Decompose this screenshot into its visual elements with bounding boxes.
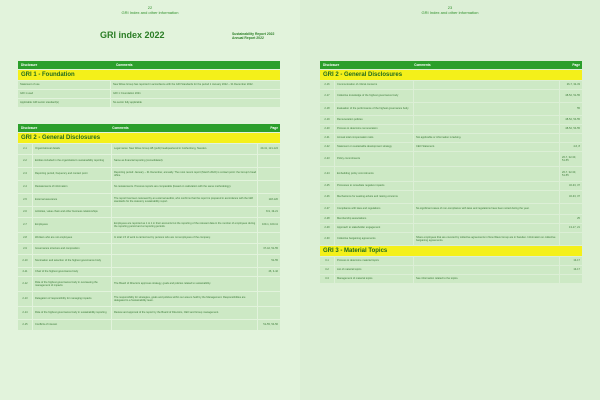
table-row	[18, 244, 280, 254]
disclosure-label: Role of the highest governance body in sustainability reporting	[33, 307, 111, 319]
table-row	[18, 168, 280, 180]
disclosure-number: 2-24	[320, 167, 334, 181]
disclosure-comment: Same as financial reporting (consolidated).	[112, 155, 257, 167]
disclosure-label: Workers who are not employees	[33, 233, 111, 243]
disclosure-label: Applicable GRI sector standard(s)	[18, 99, 110, 107]
disclosure-comment: The responsibility for strategies, goals and policies within our area is held by the Management. Responsibilities are delegated to a Sustainability team.	[112, 292, 257, 306]
table-row	[320, 152, 582, 166]
table-row	[18, 90, 280, 98]
disclosure-page	[258, 307, 280, 319]
disclosure-comment	[414, 116, 559, 124]
disclosure-label: Evaluation of the performance of the highest governance body	[335, 103, 413, 115]
table-header	[320, 61, 582, 69]
disclosure-label: Governance structure and composition	[33, 244, 111, 254]
disclosure-page: 118-120	[258, 194, 280, 206]
table-row	[320, 215, 582, 223]
disclosure-comment	[112, 268, 257, 276]
disclosure-page	[560, 134, 582, 142]
table-row	[320, 204, 582, 214]
disclosure-label: Nomination and selection of the highest governance body	[33, 255, 111, 267]
disclosure-number: 3-3	[320, 275, 334, 283]
disclosure-page: 8-9, 19-21	[258, 207, 280, 217]
disclosure-page	[258, 181, 280, 193]
disclosure-number: 2-16	[320, 81, 334, 89]
disclosure-label: Processes to remediate negative impacts	[335, 182, 413, 190]
disclosure-page: 48-52, 54-55	[560, 125, 582, 133]
header-comments: Comments	[112, 126, 129, 130]
disclosure-label: Delegation of responsibility for managing impacts	[33, 292, 111, 306]
table-row	[18, 292, 280, 306]
disclosure-label: Statement of use	[18, 81, 110, 89]
disclosure-comment	[414, 152, 559, 166]
disclosure-comment: In total 1.5 of work is carried out by persons who are not employees of the company.	[112, 233, 257, 243]
left-page-header	[0, 6, 300, 15]
disclosure-label: Annual total compensation ratio	[335, 134, 413, 142]
disclosure-label: Organizational details	[33, 144, 111, 154]
disclosure-page: 55	[560, 103, 582, 115]
disclosure-label: External assurance	[33, 194, 111, 206]
disclosure-page: 100-1, 100-11	[258, 218, 280, 232]
disclosure-label: Approach to stakeholder engagement	[335, 224, 413, 232]
disclosure-page: 46, 3-42	[258, 268, 280, 276]
table-row	[18, 99, 280, 107]
disclosure-comment: GRI 1: Foundation 2021	[111, 90, 280, 98]
disclosure-comment: No restatements. Previous reports are comparable (based on calculation with the same methodology).	[112, 181, 257, 193]
disclosure-comment	[414, 257, 559, 265]
table-row	[18, 307, 280, 319]
disclosure-label: Statement on sustainable development strategy	[335, 143, 413, 151]
disclosure-number: 2-6	[18, 207, 32, 217]
disclosure-comment: Not applicable or information is lacking.	[414, 134, 559, 142]
disclosure-page	[258, 292, 280, 306]
table-row	[320, 233, 582, 245]
disclosure-number: 2-12	[18, 277, 32, 291]
disclosure-label: Remuneration policies	[335, 116, 413, 124]
disclosure-label: Reporting period, frequency and contact point	[33, 168, 111, 180]
table-row	[320, 81, 582, 89]
disclosure-page	[560, 204, 582, 214]
section-title: GRI 1 - Foundation	[18, 70, 280, 80]
disclosure-number: 2-10	[18, 255, 32, 267]
header-disclosure: Disclosure	[21, 63, 38, 67]
section-title: GRI 3 - Material Topics	[320, 246, 582, 256]
disclosure-label: Restatements of information	[33, 181, 111, 193]
general-disclosures-table-right	[320, 61, 582, 284]
disclosure-label: Mechanisms for seeking advice and raising concerns	[335, 191, 413, 203]
disclosure-page: 26-7, 32-33, 51-55	[560, 152, 582, 166]
header-disclosure: Disclosure	[323, 63, 340, 67]
header-disclosure: Disclosure	[21, 126, 38, 130]
disclosure-label: Communication of critical concerns	[335, 81, 413, 89]
disclosure-label: Policy commitments	[335, 152, 413, 166]
disclosure-comment	[414, 167, 559, 181]
disclosure-number: 2-22	[320, 143, 334, 151]
disclosure-number: 2-4	[18, 181, 32, 193]
table-row	[18, 81, 280, 89]
disclosure-number: 2-13	[18, 292, 32, 306]
table-row	[18, 155, 280, 167]
table-row	[320, 224, 582, 232]
right-page-header	[300, 6, 600, 15]
table-row	[18, 181, 280, 193]
disclosure-number: 2-3	[18, 168, 32, 180]
table-row	[320, 90, 582, 102]
table-row	[320, 116, 582, 124]
page-number: 22	[147, 5, 153, 10]
report-reference	[232, 32, 288, 40]
disclosure-number: 2-30	[320, 233, 334, 245]
disclosure-number: 2-29	[320, 224, 334, 232]
disclosure-number: 2-11	[18, 268, 32, 276]
table-row	[320, 103, 582, 115]
disclosure-label: List of material topics	[335, 266, 413, 274]
report-reference-line: Sustainability Report 2022	[232, 32, 275, 36]
disclosure-page: 26-7, 32-33	[560, 81, 582, 89]
disclosure-number: 2-5	[18, 194, 32, 206]
disclosure-page: 13-17	[560, 266, 582, 274]
disclosure-label: Employees	[33, 218, 111, 232]
disclosure-page: 4-6, 8	[560, 143, 582, 151]
page-number: 23	[447, 5, 453, 10]
disclosure-page	[560, 275, 582, 283]
disclosure-page: 40-41, 121-124	[258, 144, 280, 154]
disclosure-label: Embedding policy commitments	[335, 167, 413, 181]
table-row	[320, 143, 582, 151]
table-row	[320, 125, 582, 133]
disclosure-page: 26-7, 32-33, 51-55	[560, 167, 582, 181]
disclosure-number: 2-8	[18, 233, 32, 243]
disclosure-page	[258, 155, 280, 167]
disclosure-comment	[414, 125, 559, 133]
disclosure-comment: CEO Statement.	[414, 143, 559, 151]
disclosure-page: 32-33, 37	[560, 191, 582, 203]
section-title: GRI 2 - General Disclosures	[18, 133, 280, 143]
table-row	[320, 266, 582, 274]
disclosure-label: Entities included in the organization's sustainability reporting	[33, 155, 111, 167]
report-reference-line: Annual Report 2022	[232, 36, 264, 40]
table-row	[320, 191, 582, 203]
table-row	[320, 257, 582, 265]
disclosure-comment	[414, 191, 559, 203]
disclosure-label: Management of material topics	[335, 275, 413, 283]
disclosure-comment	[414, 81, 559, 89]
table-row	[320, 275, 582, 283]
disclosure-number: 2-14	[18, 307, 32, 319]
disclosure-number: 2-1	[18, 144, 32, 154]
disclosure-number: 2-15	[18, 320, 32, 330]
disclosure-page: 13-17	[560, 257, 582, 265]
disclosure-number: 3-1	[320, 257, 334, 265]
disclosure-comment	[414, 215, 559, 223]
table-row	[320, 134, 582, 142]
disclosure-number: 2-2	[18, 155, 32, 167]
table-row	[18, 194, 280, 206]
disclosure-number: 2-9	[18, 244, 32, 254]
disclosure-number: 2-27	[320, 204, 334, 214]
disclosure-number: 2-17	[320, 90, 334, 102]
disclosure-page	[258, 233, 280, 243]
disclosure-comment	[112, 207, 257, 217]
disclosure-page: 48-52, 54-55	[560, 116, 582, 124]
disclosure-page: 25	[560, 215, 582, 223]
table-row	[18, 320, 280, 330]
header-comments: Comments	[116, 63, 133, 67]
disclosure-number: 2-23	[320, 152, 334, 166]
disclosure-page: 37-42, 51-55	[258, 244, 280, 254]
header-comments: Comments	[414, 63, 431, 67]
disclosure-comment: The Board of Directors approves strategy, goals and policies related to sustainability.	[112, 277, 257, 291]
disclosure-label: Conflicts of interest	[33, 320, 111, 330]
disclosure-number: 2-25	[320, 182, 334, 190]
disclosure-comment	[414, 266, 559, 274]
disclosure-comment: Legal name: New Wave Group AB (publ) headquartered in Gothenburg, Sweden.	[112, 144, 257, 154]
disclosure-number: 2-7	[18, 218, 32, 232]
table-row	[18, 233, 280, 243]
disclosure-comment	[414, 182, 559, 190]
table-row	[18, 277, 280, 291]
disclosure-number: 2-20	[320, 125, 334, 133]
disclosure-comment	[112, 255, 257, 267]
header-page: Page	[270, 126, 279, 130]
disclosure-label: Activities, value chain and other business relationships	[33, 207, 111, 217]
disclosure-label: Process to determine material topics	[335, 257, 413, 265]
disclosure-comment: No significant cases of non-compliance with laws and regulations have been noted during the year.	[414, 204, 559, 214]
table-row	[18, 218, 280, 232]
section-title: GRI 2 - General Disclosures	[320, 70, 582, 80]
disclosure-comment: The report has been reviewed by an external auditor, who confirms that the report is prepared in accordance with the GRI standards for the statutory sustainability report.	[112, 194, 257, 206]
disclosure-label: Collective knowledge of the highest governance body	[335, 90, 413, 102]
disclosure-comment	[112, 320, 257, 330]
disclosure-page	[258, 168, 280, 180]
header-page: Page	[572, 63, 581, 67]
table-row	[18, 144, 280, 154]
disclosure-label: GRI 1 used	[18, 90, 110, 98]
disclosure-page	[560, 233, 582, 245]
disclosure-comment: See information related to the topics.	[414, 275, 559, 283]
disclosure-comment	[414, 224, 559, 232]
disclosure-comment	[414, 90, 559, 102]
table-header	[18, 61, 280, 69]
disclosure-label: Collective bargaining agreements	[335, 233, 413, 245]
disclosure-number: 2-28	[320, 215, 334, 223]
disclosure-page: 32-33, 37	[560, 182, 582, 190]
disclosure-label: Chair of the highest governance body	[33, 268, 111, 276]
document-title: GRI index 2022	[100, 30, 165, 40]
disclosure-label: Compliance with laws and regulations	[335, 204, 413, 214]
general-disclosures-table-left	[18, 124, 280, 331]
disclosure-page: 13-17, 21	[560, 224, 582, 232]
disclosure-comment: Employees are reported as 1 to 1 in their accounts but the reporting of the relevant data in the number of employees during the reporting period and at reporting periods.	[112, 218, 257, 232]
disclosure-page: 51-55, 54-56	[258, 320, 280, 330]
disclosure-page: 51-55	[258, 255, 280, 267]
table-row	[320, 167, 582, 181]
running-header: GRI Index and other information	[121, 9, 179, 15]
disclosure-number: 2-21	[320, 134, 334, 142]
table-row	[18, 207, 280, 217]
disclosure-comment	[112, 244, 257, 254]
disclosure-number: 2-19	[320, 116, 334, 124]
running-header: GRI Index and other information	[421, 9, 479, 15]
disclosure-number: 2-18	[320, 103, 334, 115]
disclosure-comment: Reporting period: January – 31 December, annually. The most recent report (March 2022) is contact point: the Group's head office.	[112, 168, 257, 180]
foundation-table	[18, 61, 280, 108]
disclosure-comment	[414, 103, 559, 115]
disclosure-page	[258, 277, 280, 291]
disclosure-number: 3-2	[320, 266, 334, 274]
table-header	[18, 124, 280, 132]
disclosure-label: Membership associations	[335, 215, 413, 223]
table-row	[18, 268, 280, 276]
disclosure-label: Process to determine remuneration	[335, 125, 413, 133]
disclosure-comment: New Wave Group has reported in accordance with the GRI Standards for the period 1 January 2022 – 31 December 2022.	[111, 81, 280, 89]
table-row	[18, 255, 280, 267]
disclosure-number: 2-26	[320, 191, 334, 203]
table-row	[320, 182, 582, 190]
disclosure-comment: Review and approval of the report by the Board of Directors, CEO and Group management.	[112, 307, 257, 319]
disclosure-page: 48-52, 51-55	[560, 90, 582, 102]
disclosure-comment: Share employees that are covered by collective agreements in New Wave Group are in Sweden. Information on collective bargaining agreements.	[414, 233, 559, 245]
disclosure-label: Role of the highest governance body in overseeing the management of impacts	[33, 277, 111, 291]
disclosure-comment: No sector fully applicable	[111, 99, 280, 107]
